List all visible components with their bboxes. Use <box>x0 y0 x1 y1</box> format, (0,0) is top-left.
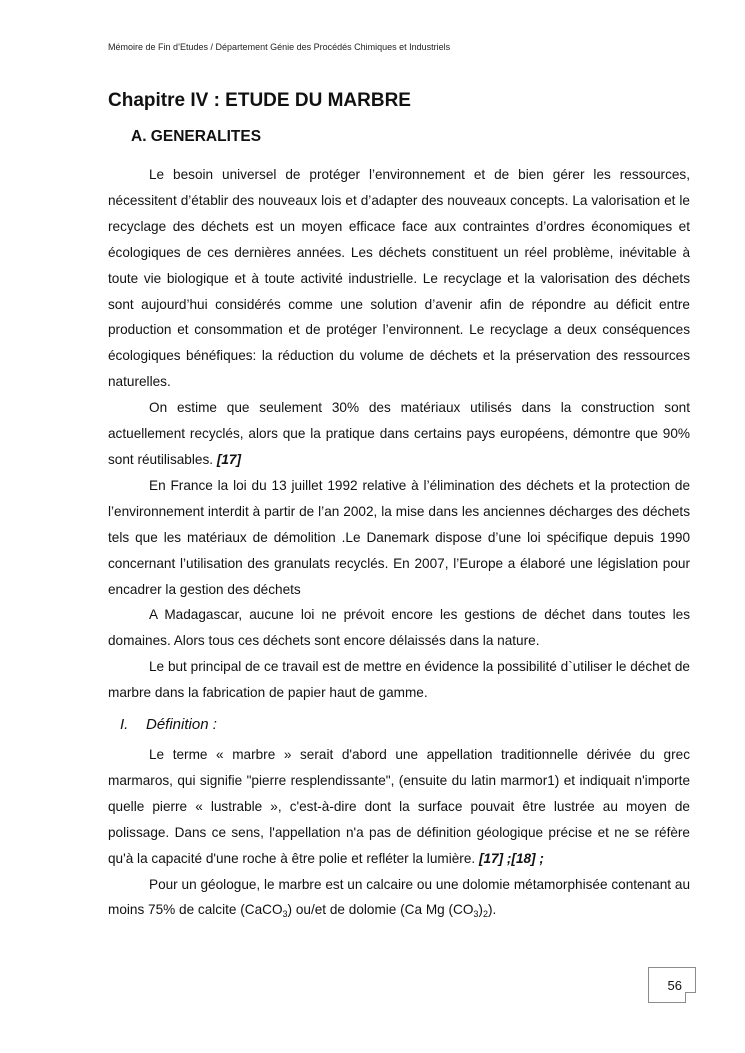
paragraph <box>108 395 690 473</box>
paragraph <box>108 602 690 654</box>
paragraph <box>108 162 690 395</box>
definition-title: Définition : <box>146 716 217 733</box>
paragraph-text: A Madagascar, aucune loi ne prévoit encore les gestions de déchet dans toutes les domaines. Alors tous ces déchets sont encore délaissés dans la nature. <box>108 607 690 649</box>
paragraph-text: On estime que seulement 30% des matériaux utilisés dans la construction sont actuellement recyclés, alors que la pratique dans certains pays européens, démontre que 90% sont réutilisables. <box>108 400 690 467</box>
definition-body <box>108 742 690 923</box>
page-number: 56 <box>667 978 682 993</box>
paragraph-text: Le but principal de ce travail est de mettre en évidence la possibilité d`utiliser le déchet de marbre dans la fabrication de papier haut de gamme. <box>108 659 690 701</box>
running-header: Mémoire de Fin d’Etudes / Département Génie des Procédés Chimiques et Industriels <box>108 42 451 52</box>
subscript: 2 <box>482 909 488 920</box>
paragraph-text: Le besoin universel de protéger l’environnement et de bien gérer les ressources, nécessitent d’établir des nouveaux lois et d’adapter des nouveaux concepts. La valorisation et le recyclage des déchets est un moyen efficace face aux contraintes d’ordres économiques et écologiques de ces dernières années. Les déchets constituent un réel problème, inévitable à toute vie biologique et à toute activité industrielle. Le recyclage et la valorisation des déchets sont aujourd’hui considérés comme une solution d’avenir afin de répondre au déficit entre production et consommation et de protéger l’environnent. Le recyclage a deux conséquences écologiques bénéfiques: la réduction du volume de déchets et la préservation des ressources naturelles. <box>108 167 690 390</box>
paragraph <box>108 742 690 872</box>
citation-ref: [17] ;[18] ; <box>478 850 544 866</box>
paragraph-text: ). <box>487 902 497 918</box>
citation-ref: [17] <box>216 451 241 467</box>
paragraph <box>108 473 690 603</box>
paragraph-text: En France la loi du 13 juillet 1992 relative à l’élimination des déchets et la protection de l’environnement interdit à partir de l’an 2002, la mise dans les anciennes décharges des déchets tels que les matériaux de démolition .Le Danemark dispose d’une loi spécifique depuis 1990 concernant l’utilisation des granulats recyclés. En 2007, l’Europe a élaboré une législation pour encadrer la gestion des déchets <box>108 477 690 597</box>
generalites-body <box>108 162 690 706</box>
paragraph-text: Pour un géologue, le marbre est un calcaire ou une dolomie métamorphisée contenant au moins 75% de calcite (CaCO <box>108 876 690 918</box>
section-title: A. GENERALITES <box>131 128 262 145</box>
paragraph-text: ) <box>478 902 483 918</box>
definition-heading <box>120 716 217 733</box>
paragraph <box>108 872 690 924</box>
folded-corner-icon <box>685 992 696 1003</box>
paragraph-text: Le terme « marbre » serait d'abord une appellation traditionnelle dérivée du grec marmaros, qui signifie "pierre resplendissante", (ensuite du latin marmor1) et indiquait n'importe quelle pierre « lustrable », c'est-à-dire dont la surface pouvait être lustrée au moyen de polissage. Dans ce sens, l'appellation n'a pas de définition géologique précise et ne se réfère qu'à la capacité d'une roche à être polie et refléter la lumière. <box>108 747 690 866</box>
subscript: 3 <box>473 909 479 920</box>
paragraph <box>108 654 690 706</box>
subscript: 3 <box>282 909 288 920</box>
page-number-box <box>648 967 696 1003</box>
chapter-title: Chapitre IV : ETUDE DU MARBRE <box>108 90 411 111</box>
definition-number: I. <box>120 716 129 733</box>
paragraph-text: ) ou/et de dolomie (Ca Mg (CO <box>287 902 474 918</box>
